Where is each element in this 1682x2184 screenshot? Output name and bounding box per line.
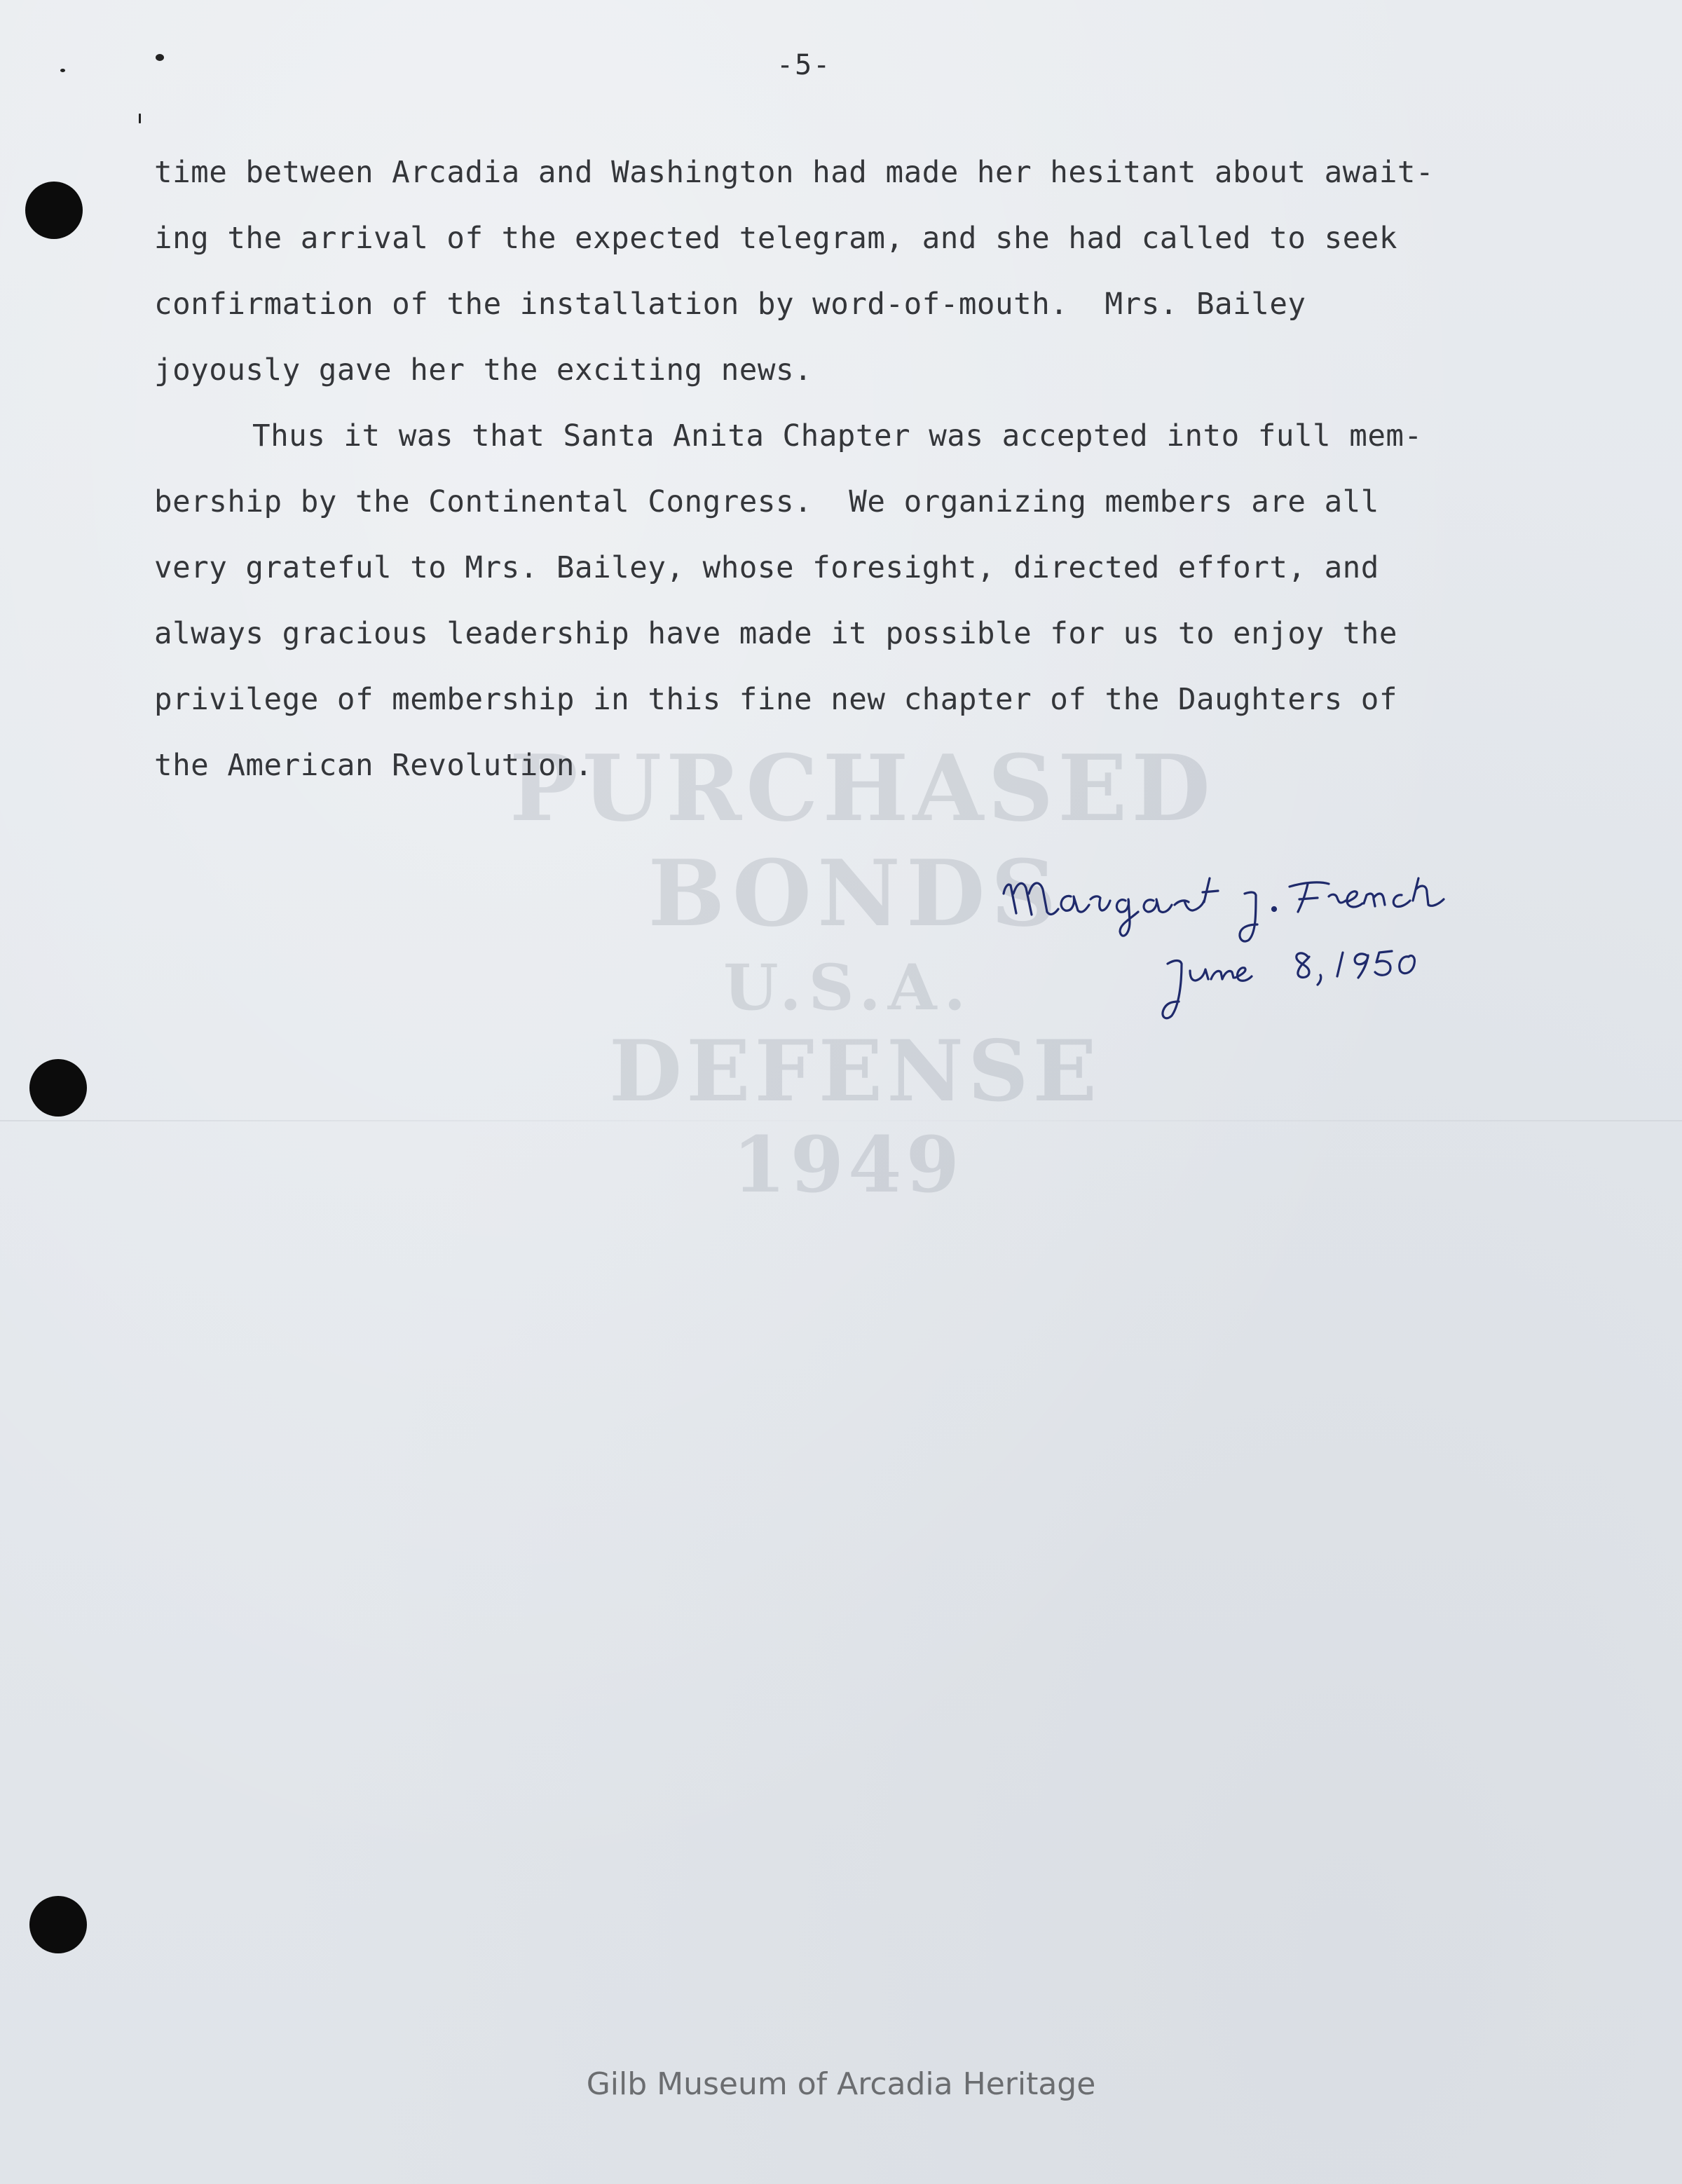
text-line: the American Revolution. <box>154 749 594 783</box>
stamp-line-1: PURCHASED <box>509 735 1215 842</box>
page-number: -5- <box>777 49 832 81</box>
ink-speck <box>139 114 141 123</box>
museum-credit: Gilb Museum of Arcadia Heritage <box>586 2066 1096 2102</box>
punch-hole-middle <box>29 1059 87 1117</box>
stamp-line-4: DEFENSE <box>609 1022 1101 1121</box>
handwritten-signature <box>995 866 1451 1048</box>
paper-fold-line <box>0 1120 1682 1121</box>
text-line: privilege of membership in this fine new chapter of the Daughters of <box>154 683 1397 717</box>
ink-speck <box>60 69 65 72</box>
stamp-line-2: BONDS <box>648 840 1062 947</box>
stamp-line-3: U.S.A. <box>723 950 973 1025</box>
punch-hole-top <box>25 182 83 239</box>
text-line: confirmation of the installation by word-of-mouth. Mrs. Bailey <box>154 287 1306 322</box>
ink-speck <box>156 54 164 61</box>
text-line: very grateful to Mrs. Bailey, whose foresight, directed effort, and <box>154 551 1379 585</box>
text-line: bership by the Continental Congress. We organizing members are all <box>154 485 1379 519</box>
text-line: always gracious leadership have made it possible for us to enjoy the <box>154 617 1397 651</box>
text-line: time between Arcadia and Washington had made her hesitant about await- <box>154 156 1435 190</box>
text-line: Thus it was that Santa Anita Chapter was accepted into full mem- <box>252 419 1423 453</box>
body-text <box>154 140 1570 799</box>
stamp-line-5: 1949 <box>732 1119 964 1210</box>
text-line: joyously gave her the exciting news. <box>154 353 813 388</box>
text-line: ing the arrival of the expected telegram, and she had called to seek <box>154 221 1397 256</box>
punch-hole-bottom <box>29 1896 87 1953</box>
